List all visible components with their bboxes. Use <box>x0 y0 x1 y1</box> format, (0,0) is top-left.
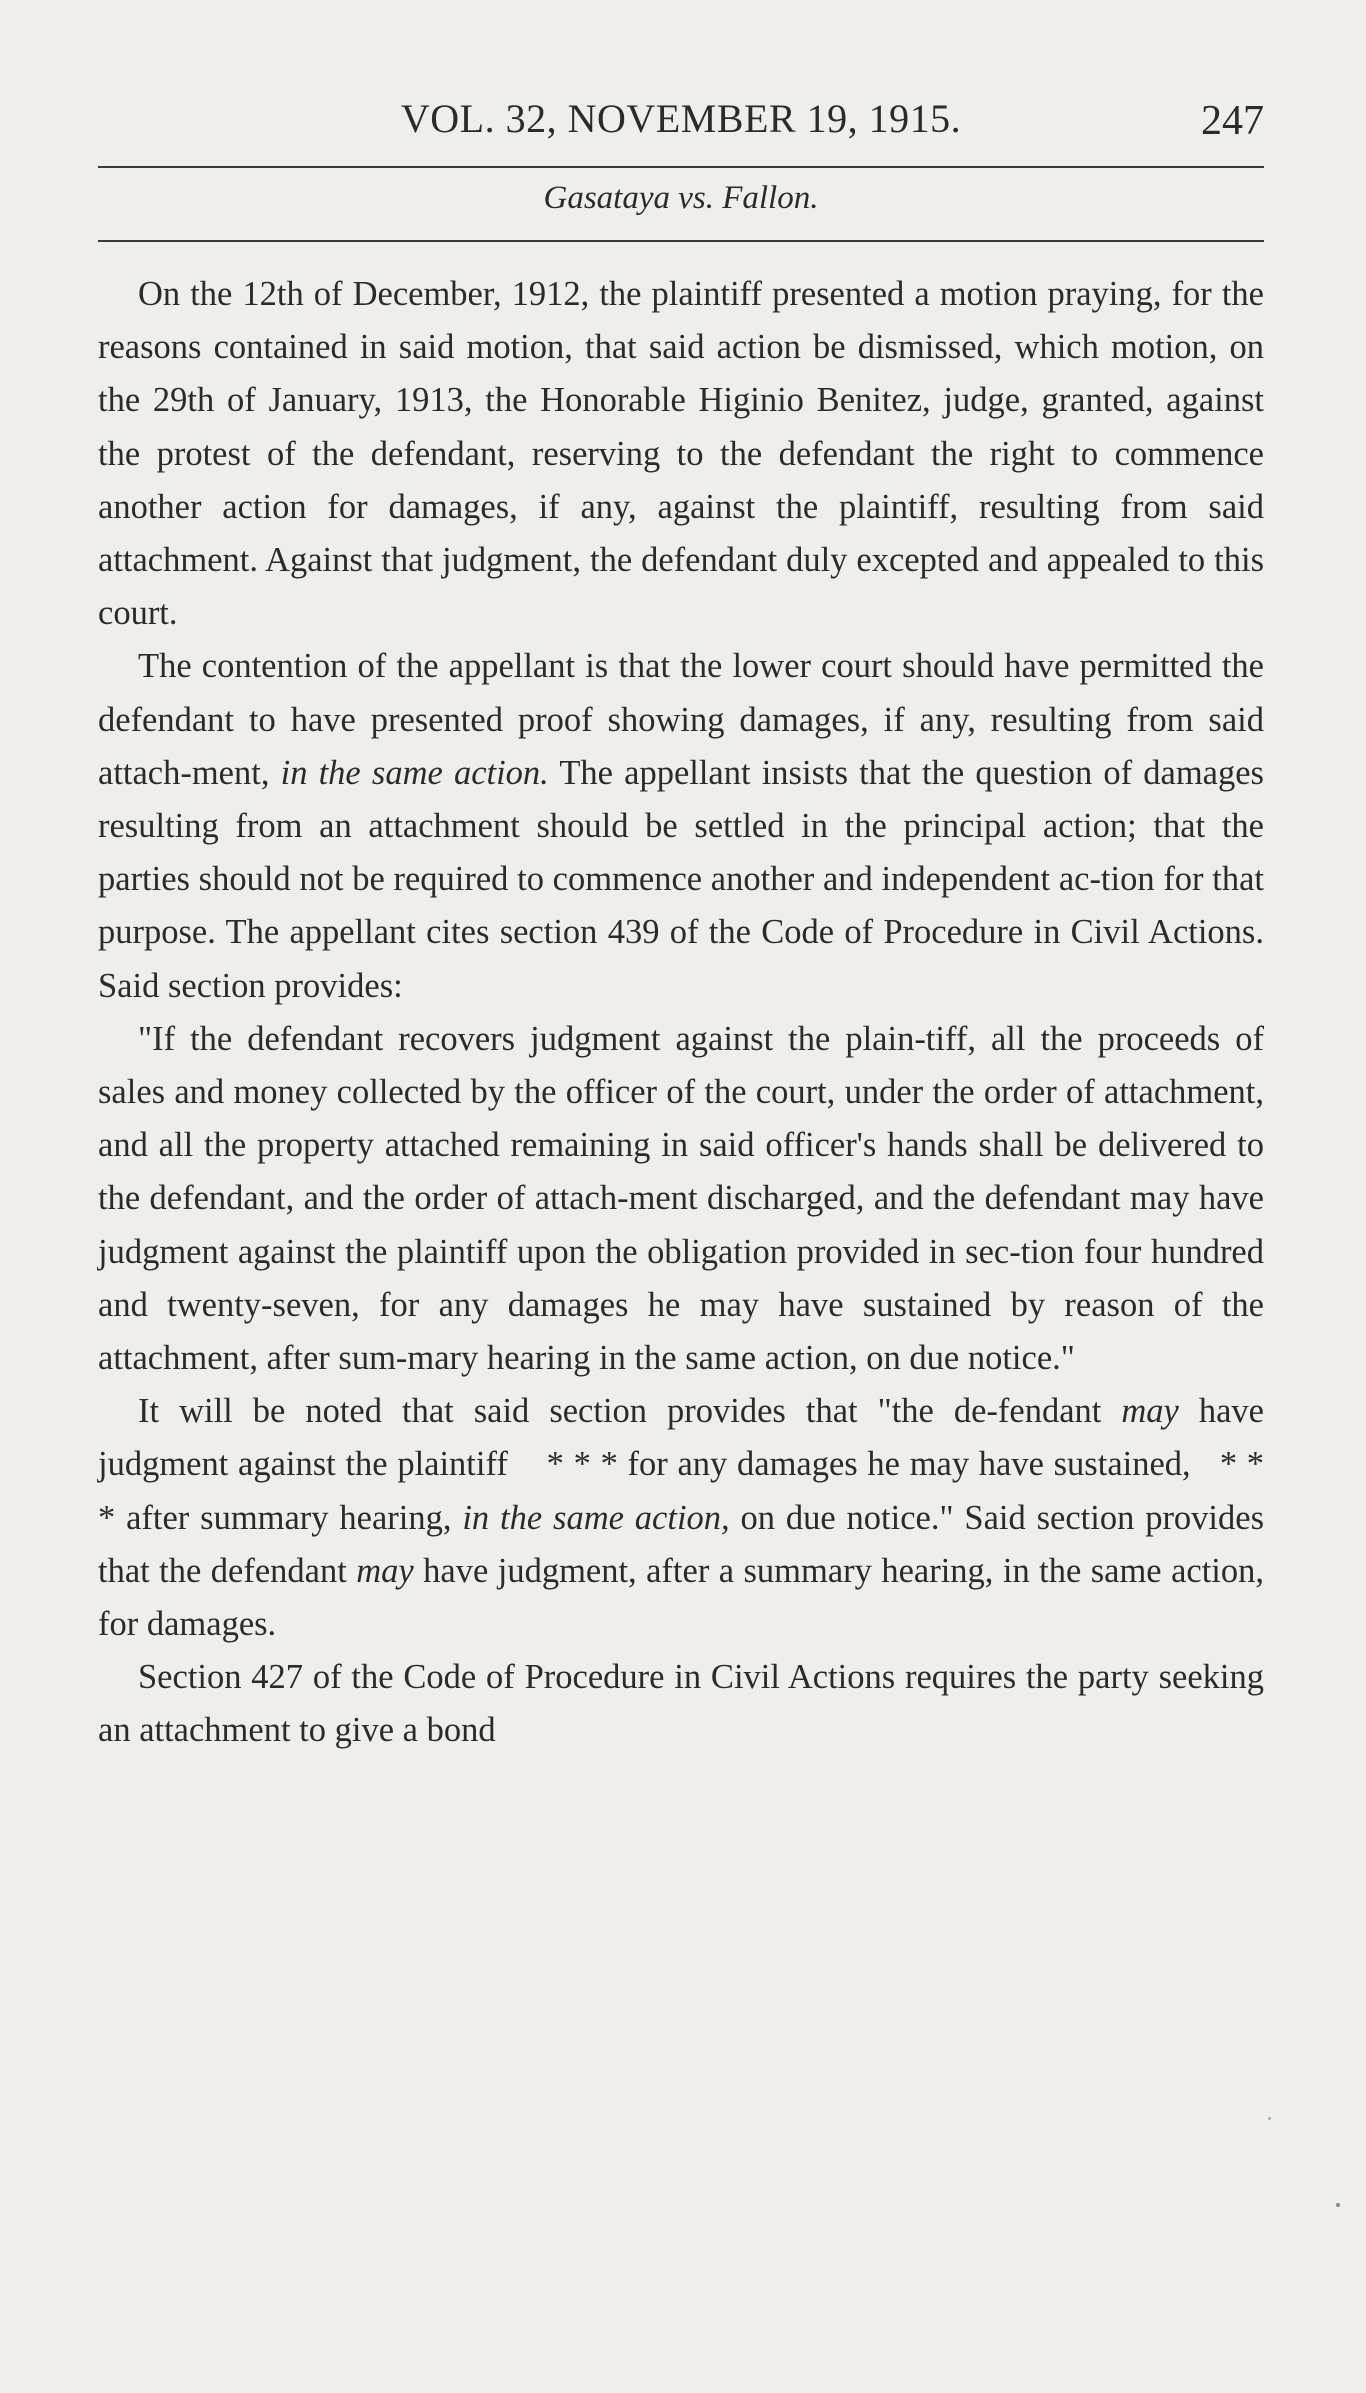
header-rule <box>98 166 1264 168</box>
paragraph-4-text-e: on due notice." Said section provides that the defendant <box>98 1498 1265 1590</box>
paragraph-4-may-2: may <box>356 1551 414 1590</box>
running-title: VOL. 32, NOVEMBER 19, 1915. <box>400 96 962 141</box>
paper-speck <box>1336 2203 1340 2207</box>
paragraph-4-ellipsis-1: * * * <box>546 1445 618 1484</box>
paragraph-3-text: "If the defendant recovers judgment against the plain-tiff, all the proceeds of sales and money collected by the officer of the court, under the order of attachment, and all the property attached remaining in said officer's hands shall be delivered to the defendant, and the order of attach-ment discharged, and the defendant may have judgment against the plaintiff upon the obligation provided in sec-tion four hundred and twenty-seven, for any damages he may have sustained by reason of the attachment, after sum-mary hearing in the same action, on due notice." <box>98 1019 1264 1378</box>
page-number: 247 <box>1201 98 1264 144</box>
paragraph-2-text-b: The appellant insists that the question of damages resulting from an attachment should be settled in the principal action; that the parties should not be required to commence another and independent ac-tion for that purpose. The appellant cites section 439 of the Code of Procedure in Civil Actions. Said section provides: <box>98 753 1264 1005</box>
paragraph-1 <box>98 268 1264 640</box>
paragraph-2-italic: in the same action. <box>280 753 549 792</box>
paragraph-4-may-1: may <box>1121 1392 1179 1431</box>
paragraph-4-text-c: for any damages he may have sustained, <box>617 1445 1191 1484</box>
paragraph-5 <box>98 1651 1264 1757</box>
paragraph-5-text: Section 427 of the Code of Procedure in Civil Actions requires the party seeking an attachment to give a bond <box>98 1658 1264 1750</box>
paragraph-1-text: On the 12th of December, 1912, the plaintiff presented a motion praying, for the reasons contained in said motion, that said action be dismissed, which motion, on the 29th of January, 1913, the Honorable Higinio Benitez, judge, granted, against the protest of the defendant, reserving to the defendant the right to commence another action for damages, if any, against the plaintiff, resulting from said attachment. Against that judgment, the defendant duly excepted and appealed to this court. <box>98 275 1264 633</box>
paragraph-4-text-b: have judgment against the plaintiff <box>98 1392 1264 1484</box>
case-title-rule <box>98 240 1264 242</box>
paragraph-4-ellipsis-2: * * * <box>98 1445 1265 1537</box>
paper-speck <box>1268 2117 1271 2120</box>
running-head <box>98 95 1264 159</box>
paragraph-2-text-a: The contention of the appellant is that the lower court should have permitted the defendant to have presented proof showing damages, if any, resulting from said attach-ment, <box>98 647 1264 792</box>
paragraph-4-italic: in the same action, <box>462 1498 730 1537</box>
paragraph-4 <box>98 1385 1264 1651</box>
paragraph-4-text-d: after summary hearing, <box>115 1498 463 1537</box>
case-title: Gasataya vs. Fallon. <box>543 180 819 216</box>
paragraph-3-quotation <box>98 1013 1264 1385</box>
body-text <box>98 268 1264 1758</box>
paragraph-4-text-f: have judgment, after a summary hearing, in the same action, for damages. <box>98 1551 1264 1644</box>
paragraph-2 <box>98 640 1264 1012</box>
paragraph-4-text-a: It will be noted that said section provides that "the de-fendant <box>138 1392 1122 1431</box>
